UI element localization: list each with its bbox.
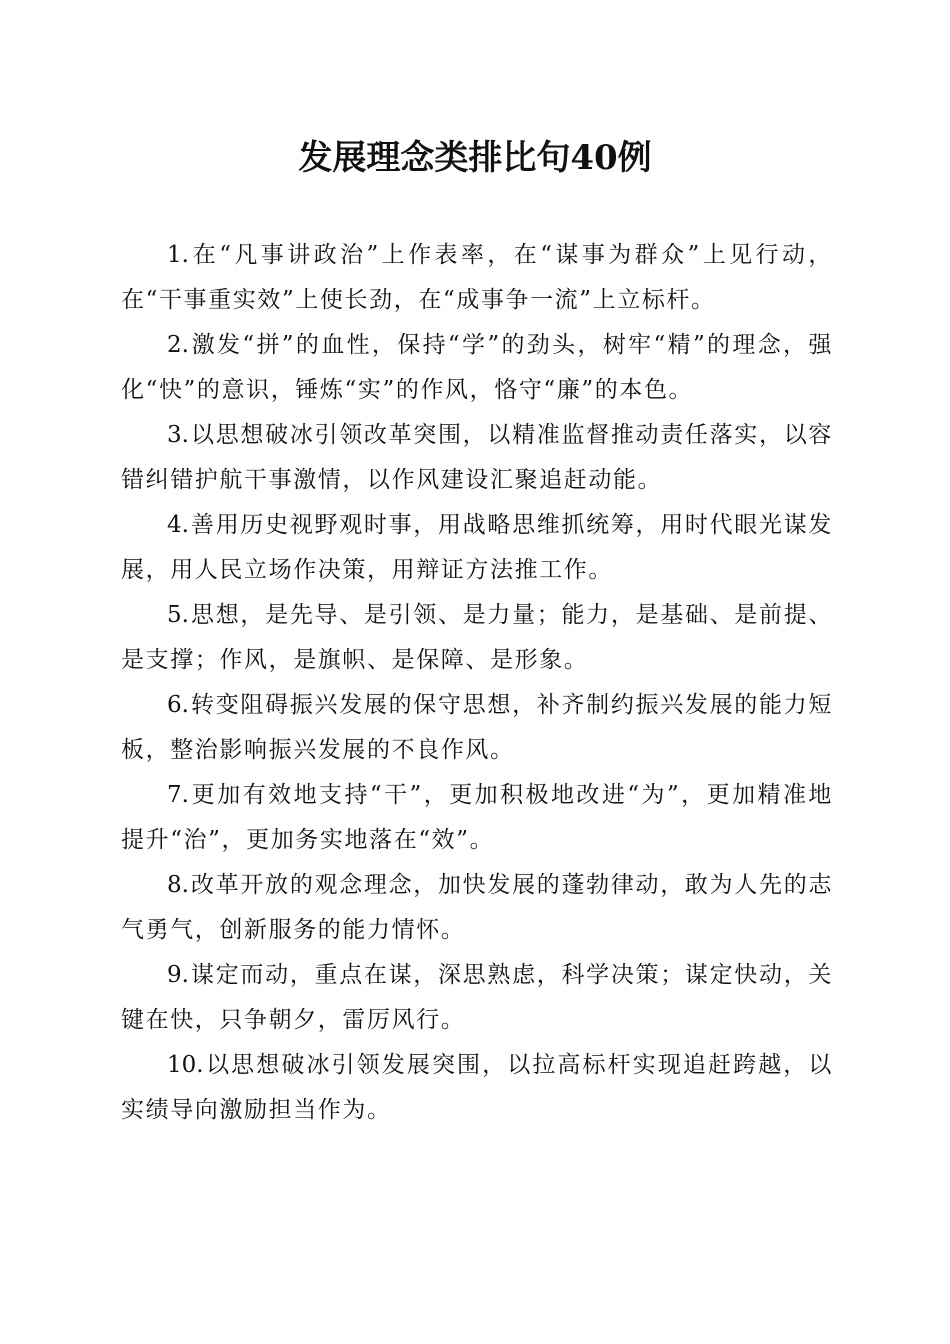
item-number: 6. [167, 692, 189, 718]
list-item-2 [121, 323, 833, 413]
document-title: 发展理念类排比句40例 [298, 138, 652, 178]
item-text: 更加有效地支持“干”，更加积极地改进“为”，更加精准地提升“治”，更加务实地落在“效”。 [121, 782, 833, 853]
item-text: 谋定而动，重点在谋，深思熟虑，科学决策；谋定快动，关键在快，只争朝夕，雷厉风行。 [121, 962, 833, 1033]
list-item-9 [121, 953, 833, 1043]
item-text: 思想，是先导、是引领、是力量；能力，是基础、是前提、是支撑；作风，是旗帜、是保障、是形象。 [121, 602, 833, 673]
list-item-1 [121, 233, 833, 323]
list-item-5 [121, 593, 833, 683]
item-number: 1. [167, 242, 189, 268]
item-number: 9. [167, 962, 189, 988]
item-number: 3. [167, 422, 189, 448]
item-text: 在“凡事讲政治”上作表率，在“谋事为群众”上见行动，在“干事重实效”上使长劲，在“成事争一流”上立标杆。 [121, 242, 833, 313]
item-number: 10. [167, 1052, 204, 1078]
list-item-6 [121, 683, 833, 773]
item-text: 以思想破冰引领发展突围，以拉高标杆实现追赶跨越，以实绩导向激励担当作为。 [121, 1052, 833, 1123]
list-item-4 [121, 503, 833, 593]
list-item-3 [121, 413, 833, 503]
item-text: 改革开放的观念理念，加快发展的蓬勃律动，敢为人先的志气勇气，创新服务的能力情怀。 [121, 872, 833, 943]
item-text: 以思想破冰引领改革突围，以精准监督推动责任落实，以容错纠错护航干事激情，以作风建设汇聚追赶动能。 [121, 422, 833, 493]
list-item-7 [121, 773, 833, 863]
item-number: 4. [167, 512, 189, 538]
item-number: 7. [167, 782, 189, 808]
list-item-8 [121, 863, 833, 953]
list-item-10 [121, 1043, 833, 1133]
item-text: 善用历史视野观时事，用战略思维抓统筹，用时代眼光谋发展，用人民立场作决策，用辩证方法推工作。 [121, 512, 833, 583]
document-body [121, 233, 833, 1133]
item-number: 5. [167, 602, 189, 628]
item-text: 激发“拼”的血性，保持“学”的劲头，树牢“精”的理念，强化“快”的意识，锤炼“实”的作风，恪守“廉”的本色。 [121, 332, 833, 403]
item-number: 2. [167, 332, 189, 358]
item-number: 8. [167, 872, 189, 898]
item-text: 转变阻碍振兴发展的保守思想，补齐制约振兴发展的能力短板，整治影响振兴发展的不良作风。 [121, 692, 833, 763]
